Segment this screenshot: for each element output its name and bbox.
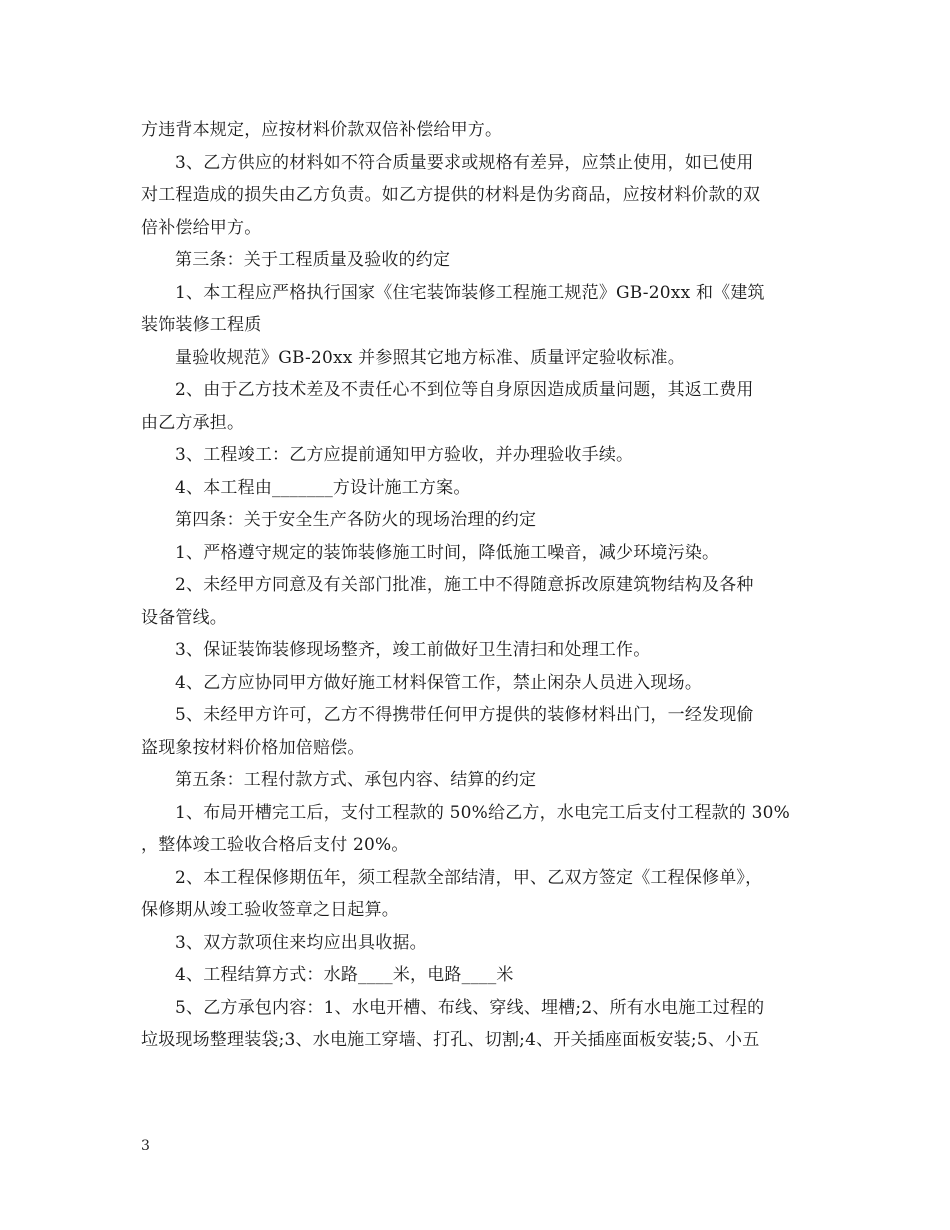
text-line: 1、严格遵守规定的装饰装修施工时间，降低施工噪音，减少环境污染。 — [175, 542, 720, 563]
text-line: 由乙方承担。 — [141, 412, 245, 433]
text-line: 量验收规范》GB-20xx 并参照其它地方标准、质量评定验收标准。 — [175, 347, 685, 368]
text-line: 设备管线。 — [141, 607, 227, 628]
text-line: 3、乙方供应的材料如不符合质量要求或规格有差异，应禁止使用，如已使用 — [175, 152, 754, 173]
text-line: 倍补偿给甲方。 — [141, 217, 262, 238]
text-line: 装饰装修工程质 — [141, 315, 262, 335]
text-line: 3、工程竣工：乙方应提前通知甲方验收，并办理验收手续。 — [175, 445, 634, 465]
text-line: 1、布局开槽完工后，支付工程款的 50%给乙方，水电完工后支付工程款的 30% — [175, 802, 790, 823]
text-line: 2、本工程保修期伍年，须工程款全部结清，甲、乙双方签定《工程保修单》， — [175, 867, 763, 888]
text-line: 2、由于乙方技术差及不责任心不到位等自身原因造成质量问题，其返工费用 — [175, 380, 754, 400]
text-line: 5、乙方承包内容：1、水电开槽、布线、穿线、埋槽;2、所有水电施工过程的 — [175, 997, 765, 1018]
text-line: 保修期从竣工验收签章之日起算。 — [141, 900, 399, 920]
text-line: 2、未经甲方同意及有关部门批准，施工中不得随意拆改原建筑物结构及各种 — [175, 575, 754, 595]
text-line: 1、本工程应严格执行国家《住宅装饰装修工程施工规范》GB-20xx 和《建筑 — [175, 282, 765, 303]
text-line: 4、本工程由_______方设计施工方案。 — [175, 477, 471, 498]
text-line: 第四条：关于安全生产各防火的现场治理的约定 — [175, 510, 537, 530]
text-line: 5、未经甲方许可，乙方不得携带任何甲方提供的装修材料出门，一经发现偷 — [175, 705, 754, 725]
text-line: ，整体竣工验收合格后支付 20%。 — [141, 835, 409, 855]
document-body — [141, 114, 821, 1057]
text-line: 第五条：工程付款方式、承包内容、结算的约定 — [175, 770, 537, 790]
text-line: 3、保证装饰装修现场整齐，竣工前做好卫生清扫和处理工作。 — [175, 640, 651, 660]
page-number: 3 — [141, 1138, 150, 1154]
text-line: 盗现象按材料价格加倍赔偿。 — [141, 737, 365, 758]
text-line: 方违背本规定，应按材料价款双倍补偿给甲方。 — [141, 120, 503, 140]
text-line: 垃圾现场整理装袋;3、水电施工穿墙、打孔、切割;4、开关插座面板安装;5、小五 — [141, 1030, 760, 1050]
text-line: 4、工程结算方式：水路____米，电路____米 — [175, 965, 514, 985]
text-line: 3、双方款项住来均应出具收据。 — [175, 932, 427, 953]
text-line: 对工程造成的损失由乙方负责。如乙方提供的材料是伪劣商品，应按材料价款的双 — [141, 185, 761, 205]
text-line: 4、乙方应协同甲方做好施工材料保管工作，禁止闲杂人员进入现场。 — [175, 672, 703, 693]
text-line: 第三条：关于工程质量及验收的约定 — [175, 250, 451, 270]
